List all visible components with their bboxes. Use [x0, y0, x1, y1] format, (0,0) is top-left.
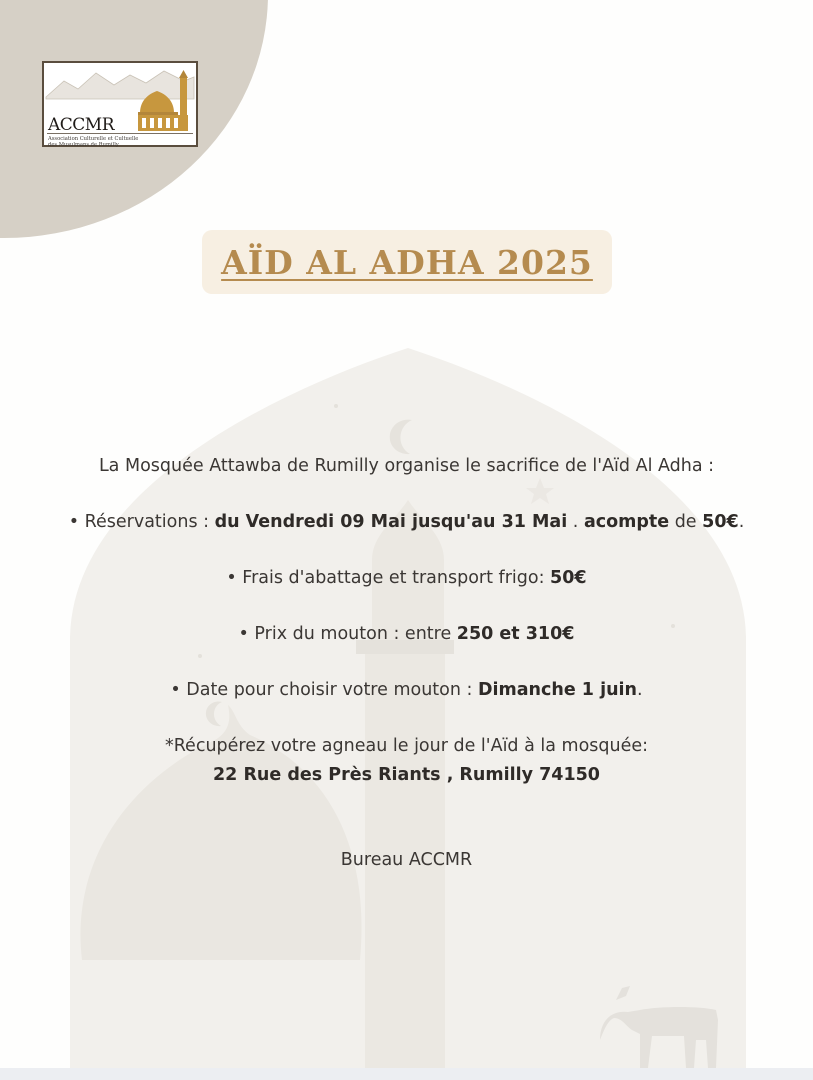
choice-date-prefix: • Date pour choisir votre mouton :	[170, 680, 478, 700]
choice-date-value: Dimanche 1 juin	[477, 680, 637, 700]
dot-star	[198, 654, 202, 658]
price-prefix: • Prix du mouton : entre	[238, 624, 457, 644]
intro-text: La Mosquée Attawba de Rumilly organise le sacrifice de l'Aïd Al Adha :	[98, 456, 715, 476]
title-banner	[202, 230, 612, 294]
fees-value: 50€	[550, 568, 587, 588]
reservations-sep: .	[567, 512, 584, 532]
choice-date-end: .	[637, 680, 643, 700]
deposit-value: 50€	[702, 512, 739, 532]
reservations-line	[0, 512, 813, 532]
deposit-label: acompte	[583, 512, 670, 532]
dot-star	[334, 404, 338, 408]
address-text: 22 Rue des Près Riants , Rumilly 74150	[213, 765, 600, 785]
reservations-end: .	[738, 512, 745, 532]
page-title: AÏD AL ADHA 2025	[221, 242, 593, 282]
deposit-of: de	[669, 512, 703, 532]
logo-subtitle-line1: Association Culturelle et Cultuelle	[48, 136, 139, 142]
price-value: 250 et 310€	[456, 624, 575, 644]
bottom-strip	[0, 1068, 813, 1080]
logo-wordmark: ACCMR	[48, 115, 114, 135]
logo-subtitle	[48, 136, 196, 148]
pickup-line: *Récupérez votre agneau le jour de l'Aïd à la mosquée:	[164, 736, 649, 756]
accmr-logo	[42, 61, 198, 147]
price-line	[0, 624, 813, 644]
pickup-address	[0, 765, 813, 785]
reservations-dates: du Vendredi 09 Mai jusqu'au 31 Mai	[214, 512, 568, 532]
fees-line	[0, 568, 813, 588]
choice-date-line	[0, 680, 813, 700]
signature: Bureau ACCMR	[340, 850, 473, 870]
logo-subtitle-line2: des Musulmans de Rumilly	[48, 142, 119, 148]
fees-prefix: • Frais d'abattage et transport frigo:	[226, 568, 551, 588]
reservations-prefix: • Réservations :	[68, 512, 215, 532]
